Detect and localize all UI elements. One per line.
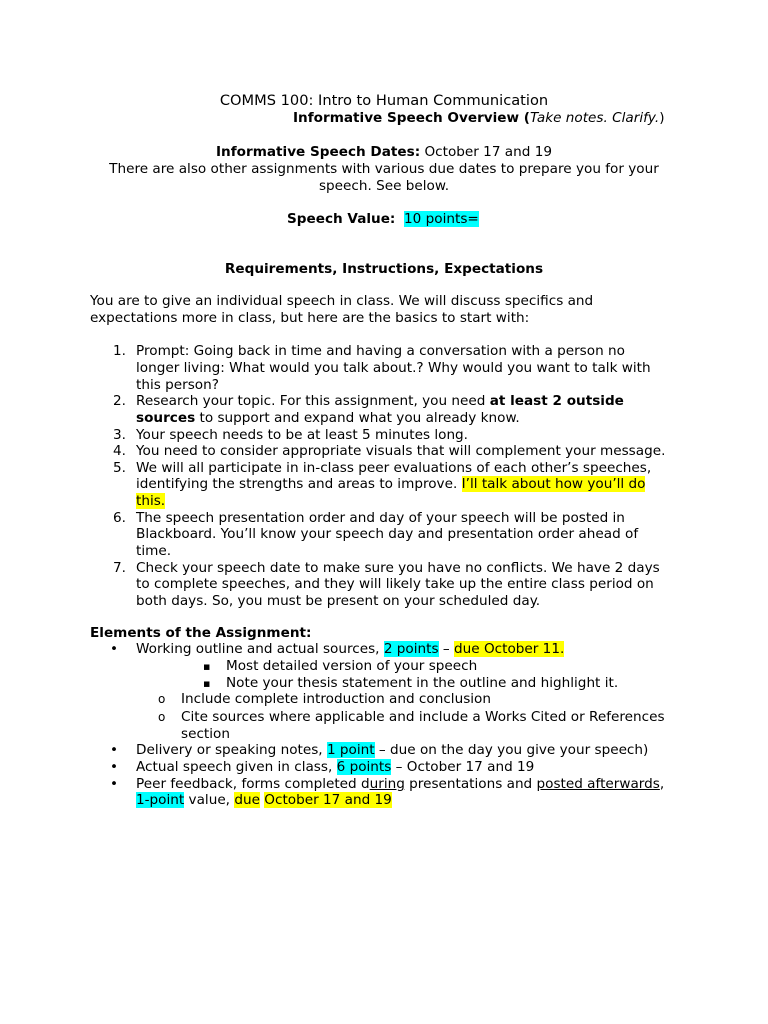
list-number: 7. [113, 560, 126, 576]
overview-title: Informative Speech Overview (Take notes. Clarify.) [293, 110, 665, 126]
square-bullet-icon: ▪ [203, 677, 211, 690]
list-item-7-line3: both days. So, you must be present on your scheduled day. [136, 593, 541, 609]
elements-sub4-line1: Cite sources where applicable and include a Works Cited or References [181, 709, 665, 725]
elements-sub2: Note your thesis statement in the outline and highlight it. [226, 675, 619, 691]
list-item-7-line1: Check your speech date to make sure you have no conflicts. We have 2 days [136, 560, 660, 576]
requirements-heading: Requirements, Instructions, Expectations [224, 261, 544, 277]
list-item-2-line1: Research your topic. For this assignment, you need at least 2 outside [136, 393, 624, 409]
bullet-icon: • [110, 776, 119, 792]
dates-note-line1: There are also other assignments with various due dates to prepare you for your [109, 161, 659, 177]
list-item-1-line3: this person? [136, 377, 219, 393]
list-item-5-line2: identifying the strengths and areas to improve. I’ll talk about how you’ll do [136, 476, 646, 492]
bullet-icon: • [110, 759, 119, 775]
bullet-icon: • [110, 742, 119, 758]
list-item-1-line1: Prompt: Going back in time and having a conversation with a person no [136, 343, 625, 359]
list-item-6-line2: Blackboard. You’ll know your speech day and presentation order ahead of [136, 526, 639, 542]
list-item-3-line1: Your speech needs to be at least 5 minutes long. [136, 427, 469, 443]
list-number: 6. [113, 510, 126, 526]
elements-peer-line1: Peer feedback, forms completed during presentations and posted afterwards, [136, 776, 665, 792]
bullet-icon: • [110, 641, 119, 657]
list-item-6-line3: time. [136, 543, 172, 559]
square-bullet-icon: ▪ [203, 660, 211, 673]
list-item-1-line2: longer living: What would you talk about.? Why would you want to talk with [136, 360, 651, 376]
elements-peer-line2: 1-point value, due October 17 and 19 [136, 792, 392, 808]
circle-bullet-icon: o [158, 710, 166, 724]
list-item-5-line1: We will all participate in in-class peer evaluations of each other’s speeches, [136, 460, 652, 476]
elements-speech: Actual speech given in class, 6 points – October 17 and 19 [136, 759, 535, 775]
speech-value: Speech Value: 10 points= [287, 211, 479, 227]
elements-outline: Working outline and actual sources, 2 points – due October 11. [136, 641, 565, 657]
list-number: 5. [113, 460, 126, 476]
list-item-6-line1: The speech presentation order and day of your speech will be posted in [136, 510, 625, 526]
list-item-2-line2: sources to support and expand what you already know. [136, 410, 520, 426]
elements-delivery: Delivery or speaking notes, 1 point – due on the day you give your speech) [136, 742, 649, 758]
course-title: COMMS 100: Intro to Human Communication [219, 92, 549, 109]
list-item-5-line3: this. [136, 493, 166, 509]
list-number: 2. [113, 393, 126, 409]
elements-sub4-line2: section [181, 726, 230, 742]
elements-sub1: Most detailed version of your speech [226, 658, 478, 674]
elements-sub3: Include complete introduction and conclusion [181, 691, 491, 707]
list-number: 4. [113, 443, 126, 459]
speech-dates: Informative Speech Dates: October 17 and 19 [216, 144, 552, 160]
list-number: 1. [113, 343, 126, 359]
list-number: 3. [113, 427, 126, 443]
list-item-7-line2: to complete speeches, and they will likely take up the entire class period on [136, 576, 654, 592]
dates-note-line2: speech. See below. [318, 178, 450, 194]
intro-line2: expectations more in class, but here are the basics to start with: [90, 310, 530, 326]
list-item-4-line1: You need to consider appropriate visuals that will complement your message. [136, 443, 666, 459]
elements-heading: Elements of the Assignment: [90, 625, 312, 641]
speech-value-points: 10 points= [404, 211, 479, 227]
intro-line1: You are to give an individual speech in class. We will discuss specifics and [90, 293, 594, 309]
circle-bullet-icon: o [158, 692, 166, 706]
